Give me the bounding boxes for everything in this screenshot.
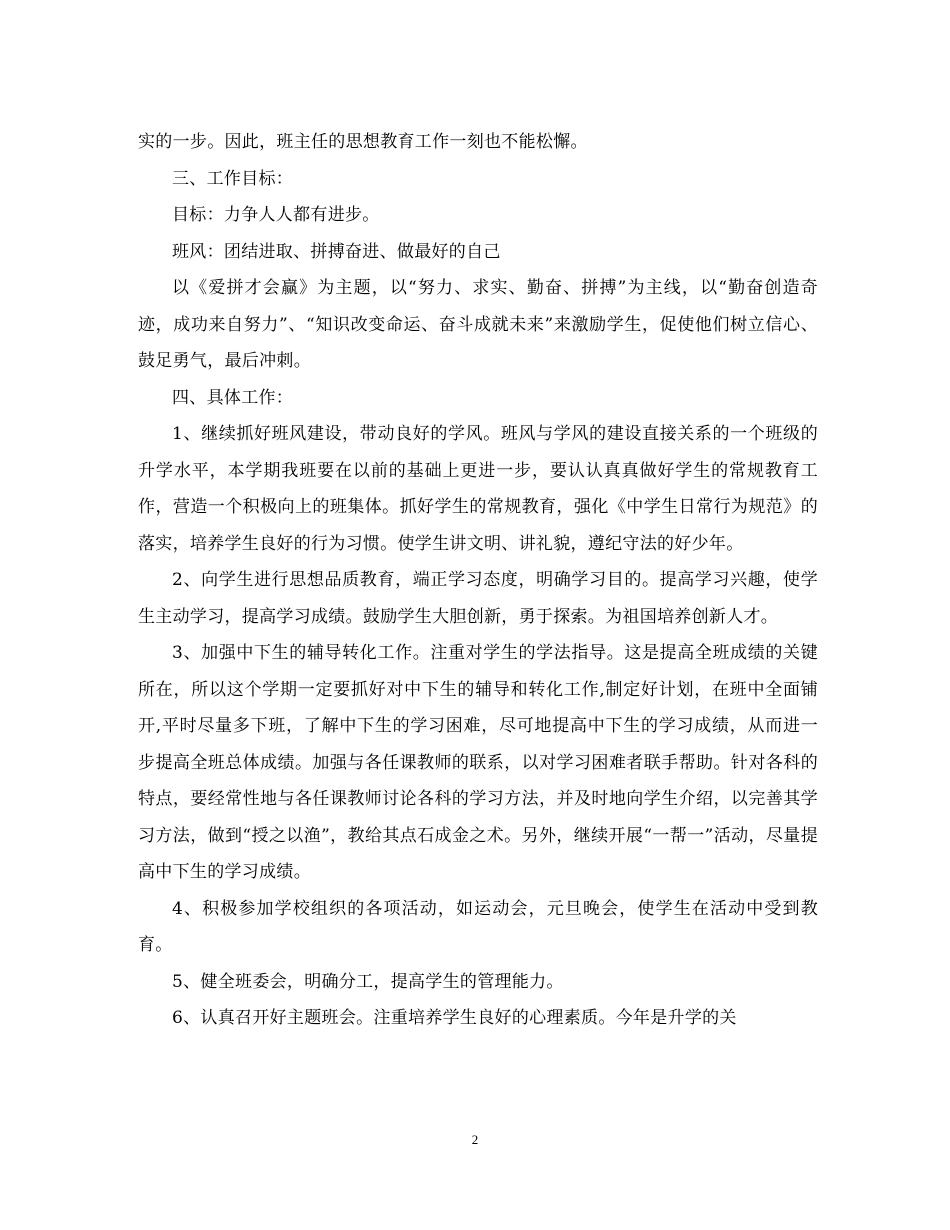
section-heading-work-goals: 三、工作目标： [172,168,294,189]
paragraph-class-spirit: 班风：团结进取、拼搏奋进、做最好的自己 [172,241,501,262]
paragraph-goal: 目标：力争人人都有进步。 [172,205,380,225]
paragraph-theme: 以《爱拼才会赢》为主题，以“努力、求实、勤奋、拼搏”为主线，以“勤奋创造奇迹，成功来自努力”、“知识改变命运、奋斗成就未来”来激励学生，促使他们树立信心、鼓足勇气，最后冲刺。 [138,278,818,371]
list-item-1: 1、继续抓好班风建设，带动良好的学风。班风与学风的建设直接关系的一个班级的升学水平，本学期我班要在以前的基础上更进一步，要认认真真做好学生的常规教育工作，营造一个积极向上的班集体。抓好学生的常规教育，强化《中学生日常行为规范》的落实，培养学生良好的行为习惯。使学生讲文明、讲礼貌，遵纪守法的好少年。 [138,424,818,554]
list-item-6: 6、认真召开好主题班会。注重培养学生良好的心理素质。今年是升学的关 [172,1008,737,1028]
section-heading-specific-work: 四、具体工作： [172,387,294,408]
document-body [138,124,818,1037]
paragraph-continuation: 实的一步。因此，班主任的思想教育工作一刻也不能松懈。 [138,132,588,152]
list-item-3: 3、加强中下生的辅导转化工作。注重对学生的学法指导。这是提高全班成绩的关键所在，所以这个学期一定要抓好对中下生的辅导和转化工作,制定好计划，在班中全面铺开,平时尽量多下班，了解中下生的学习困难，尽可地提高中下生的学习成绩，从而进一步提高全班总体成绩。加强与各任课教师的联系，以对学习困难者联手帮助。针对各科的特点，要经常性地与各任课教师讨论各科的学习方法，并及时地向学生介绍，以完善其学习方法，做到“授之以渔”，教给其点石成金之术。另外，继续开展“一帮一”活动，尽量提高中下生的学习成绩。 [138,643,818,882]
list-item-2: 2、向学生进行思想品质教育，端正学习态度，明确学习目的。提高学习兴趣，使学生主动学习，提高学习成绩。鼓励学生大胆创新，勇于探索。为祖国培养创新人才。 [138,570,818,627]
list-item-4: 4、积极参加学校组织的各项活动，如运动会，元旦晚会，使学生在活动中受到教育。 [138,898,818,955]
page-number: 2 [471,1132,479,1147]
list-item-5: 5、健全班委会，明确分工，提高学生的管理能力。 [172,971,564,992]
